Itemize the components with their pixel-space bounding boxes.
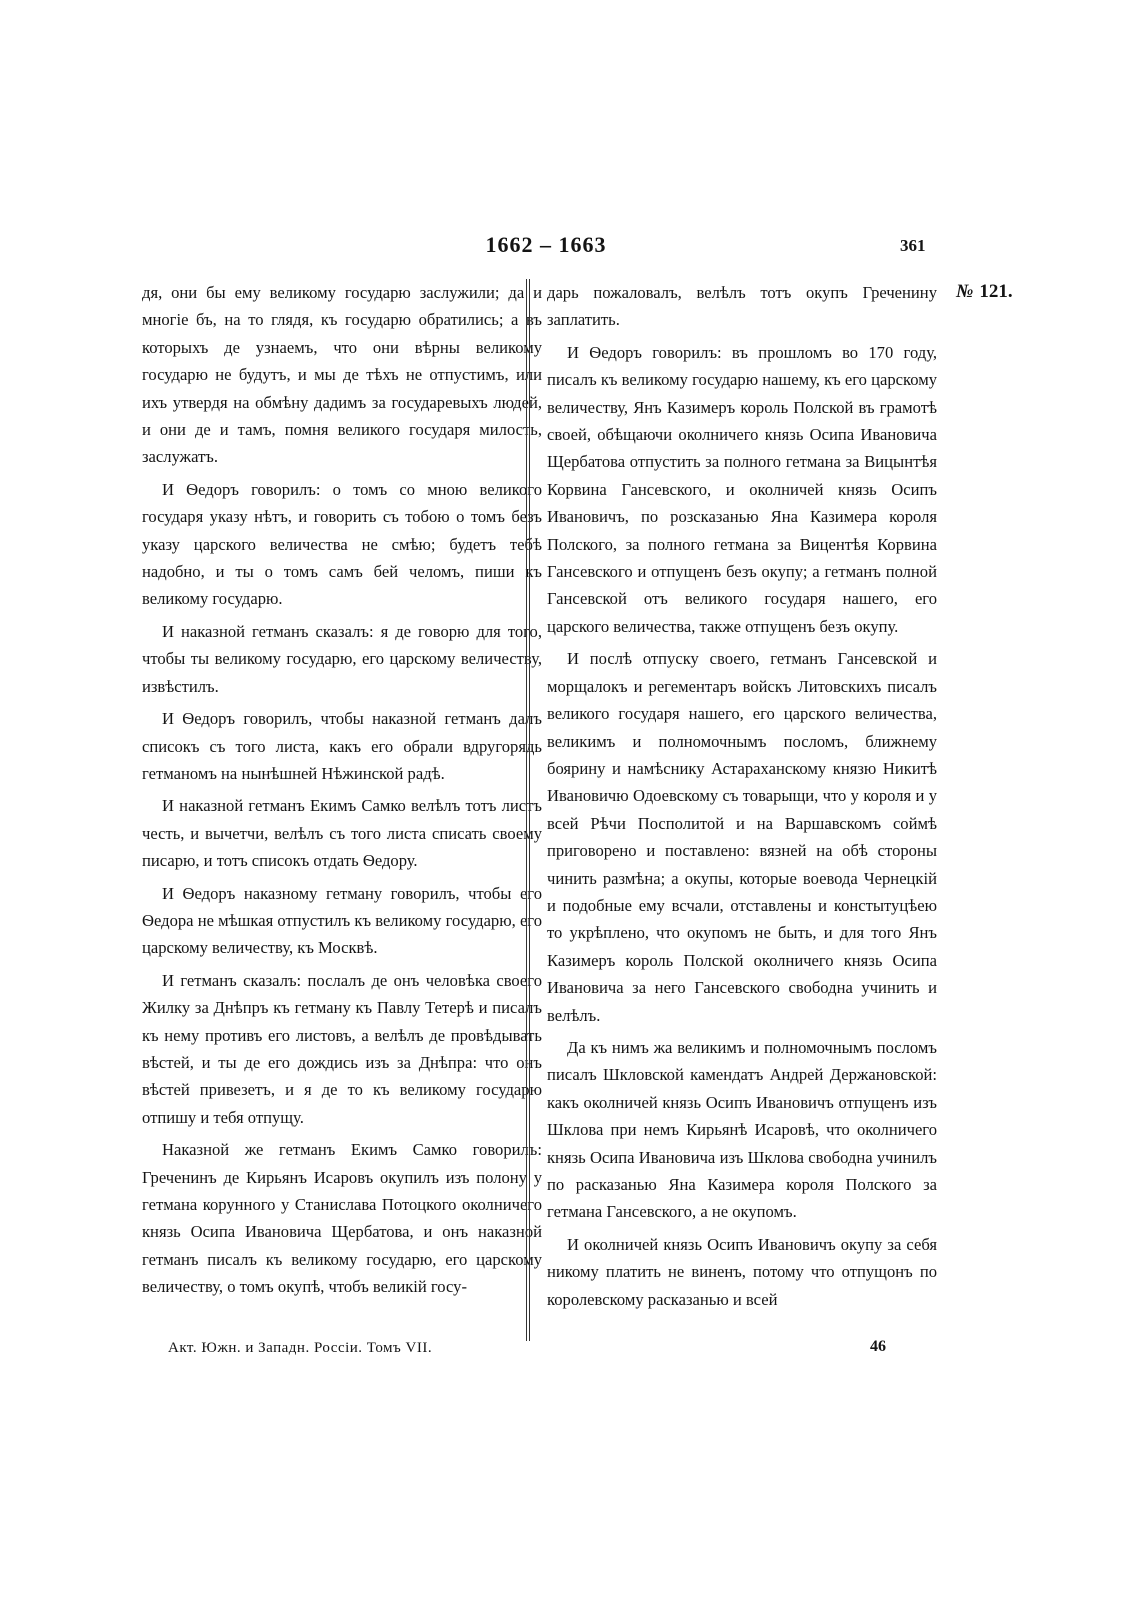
- paragraph: И Ѳедоръ наказному гетману говорилъ, чтобы его Ѳедора не мѣшкая отпустилъ къ великому государю, его царскому величеству, къ Москвѣ.: [142, 883, 542, 958]
- paragraph: И Ѳедоръ говорилъ: о томъ со мною великого государя указу нѣтъ, и говорить съ тобою о томъ безъ указу царского величества не смѣю; будетъ тебѣ надобно, и ты о томъ самъ бей челомъ, пиши къ великому государю.: [142, 479, 542, 609]
- paragraph: И гетманъ сказалъ: послалъ де онъ человѣка своего Жилку за Днѣпръ къ гетману къ Павлу Тетерѣ и писалъ къ нему противъ его листовъ, а велѣлъ де провѣдывать вѣстей, и ты де его дождись изъ за Днѣпра: что онъ вѣстей привезетъ, и я де то къ великому государю отпишу и тебя отпущу.: [142, 970, 542, 1127]
- right-column: [547, 279, 937, 1313]
- header-years: 1662 – 1663: [485, 232, 607, 257]
- paragraph: И послѣ отпуску своего, гетманъ Гансевской и морщалокъ и регементаръ войскъ Литовскихъ писалъ великого государя нашего, его царского величества, великимъ и полномочнымъ посломъ, ближнему боярину и намѣснику Астараханскому князю Никитѣ Ивановичю Одоевскому съ товарыщи, что у короля и у всей Рѣчи Посполитой и на Варшавскомъ соймѣ приговорено и поставлено: вязней на обѣ стороны чинить размѣна; а окупы, которые воевода Чернецкій и подобные ему всчали, отставлены и констытуцѣею то укрѣплено, что окупомъ не быть, и для того Янъ Казимеръ король Полской околничего князь Осипа Ивановича за него Гансевского свободна учинить и велѣлъ.: [547, 649, 937, 1025]
- paragraph: Наказной же гетманъ Екимъ Самко говорилъ: Греченинъ де Кирьянъ Исаровъ окупилъ изъ полону у гетмана корунного у Станислава Потоцкого околничего князь Осипа Ивановича Щербатова, и онъ наказной гетманъ писалъ къ великому государю, его царскому величеству, о томъ окупѣ, чтобъ великій госу-: [142, 1140, 542, 1297]
- number-sign: №: [956, 281, 974, 302]
- paragraph: И наказной гетманъ Екимъ Самко велѣлъ тотъ листъ честь, и вычетчи, велѣлъ съ того листа списать своему писарю, и тотъ списокъ отдать Ѳедору.: [142, 796, 542, 871]
- paragraph: И околничей князь Осипъ Ивановичъ окупу за себя никому платить не виненъ, потому что отпущонъ по королевскому расказанью и всей: [547, 1234, 937, 1309]
- document-number: [956, 281, 1013, 303]
- paragraph: дя, они бы ему великому государю заслужили; да и многіе бъ, на то глядя, къ государю обратились; а въ которыхъ де узнаемъ, что они вѣрны великому государю не будутъ, и мы де тѣхъ не отпустимъ, или ихъ утвердя на обмѣну дадимъ за государевыхъ людей, и они де и тамъ, помня великого государя милость, заслужатъ.: [142, 283, 542, 467]
- document-number-value: 121.: [979, 281, 1013, 302]
- paragraph: Да къ нимъ жа великимъ и полномочнымъ посломъ писалъ Шкловской камендатъ Андрей Держановской: какъ околничей князь Осипъ Ивановичъ отпущенъ изъ Шклова при немъ Кирьянѣ Исаровѣ, что околничего князь Осипа Ивановича изъ Шклова свободна учинилъ по расказанью Яна Казимера короля Полского за гетмана Гансевского, а не окупомъ.: [547, 1037, 937, 1222]
- paragraph: И Ѳедоръ говорилъ: въ прошломъ во 170 году, писалъ къ великому государю нашему, къ его царскому величеству, Янъ Казимеръ король Полской въ грамотѣ своей, обѣщаючи околничего князь Осипа Ивановича Щербатова отпустить за полного гетмана за Вицынтѣя Корвина Гансевского, и околничей князь Осипъ Ивановичъ, по розсказанью Яна Казимера короля Полского, за полного гетмана за Вицентѣя Корвина Гансевского и отпущенъ безъ окупу; а гетманъ полной Гансевской отъ великого государя нашего, его царского величества, также отпущенъ безъ окупу.: [547, 342, 937, 636]
- paragraph: И наказной гетманъ сказалъ: я де говорю для того, чтобы ты великому государю, его царскому величеству, извѣстилъ.: [142, 621, 542, 696]
- paragraph: И Ѳедоръ говорилъ, чтобы наказной гетманъ далъ списокъ съ того листа, какъ его обрали вдругорядь гетманомъ на нынѣшней Нѣжинской радѣ.: [142, 709, 542, 783]
- paragraph: дарь пожаловалъ, велѣлъ тотъ окупъ Греченину заплатить.: [547, 283, 937, 330]
- left-column: [142, 279, 542, 1301]
- footer-source: Акт. Южн. и Западн. Россіи. Томъ VII.: [168, 1340, 433, 1356]
- signature-mark: 46: [870, 1338, 886, 1355]
- page-number: 361: [900, 236, 926, 255]
- column-divider: [526, 279, 530, 1341]
